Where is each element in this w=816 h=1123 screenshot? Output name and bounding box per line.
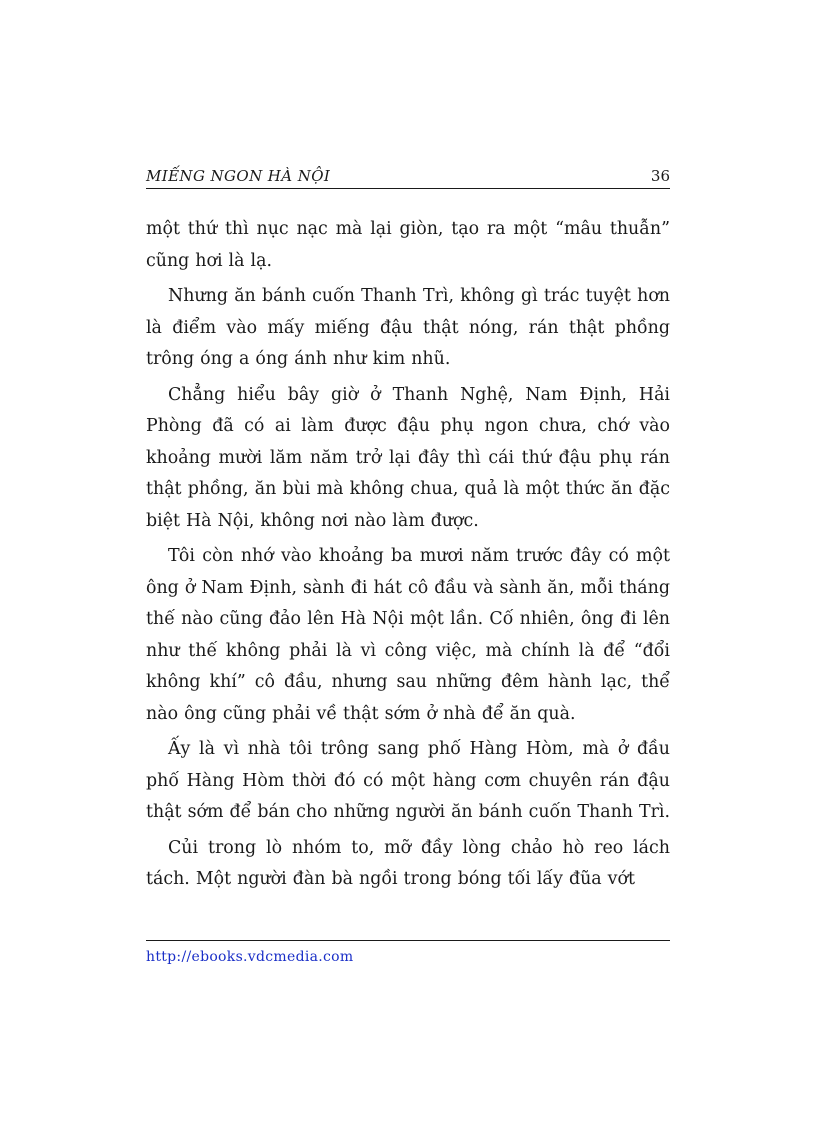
paragraph: Chẳng hiểu bây giờ ở Thanh Nghệ, Nam Định, Hải Phòng đã có ai làm được đậu phụ ngon chưa, chớ vào khoảng mười lăm năm trở lại đây thì cái thứ đậu phụ rán thật phồng, ăn bùi mà không chua, quả là một thức ăn đặc biệt Hà Nội, không nơi nào làm được.: [146, 384, 670, 531]
paragraph: Củi trong lò nhóm to, mỡ đầy lòng chảo hò reo lách tách. Một người đàn bà ngồi trong bóng tối lấy đũa vớt: [146, 837, 670, 889]
paragraph: một thứ thì nục nạc mà lại giòn, tạo ra một “mâu thuẫn” cũng hơi là lạ.: [146, 219, 670, 271]
running-header: [146, 166, 670, 189]
footer-url-link[interactable]: http://ebooks.vdcmedia.com: [146, 949, 354, 965]
paragraph: Tôi còn nhớ vào khoảng ba mươi năm trước đây có một ông ở Nam Định, sành đi hát cô đầu và sành ăn, mỗi tháng thế nào cũng đảo lên Hà Nội một lần. Cố nhiên, ông đi lên như thế không phải là vì công việc, mà chính là để “đổi không khí” cô đầu, nhưng sau những đêm hành lạc, thể nào ông cũng phải về thật sớm ở nhà để ăn quà.: [146, 546, 670, 724]
paragraph: Ấy là vì nhà tôi trông sang phố Hàng Hòm, mà ở đầu phố Hàng Hòm thời đó có một hàng cơm chuyên rán đậu thật sớm để bán cho những người ăn bánh cuốn Thanh Trì.: [146, 739, 671, 822]
page-body: [146, 214, 670, 900]
paragraph: Nhưng ăn bánh cuốn Thanh Trì, không gì trác tuyệt hơn là điểm vào mấy miếng đậu thật nóng, rán thật phồng trông óng a óng ánh như kim nhũ.: [146, 286, 670, 369]
book-title: MIẾNG NGON HÀ NỘI: [146, 167, 331, 185]
page-number: 36: [650, 167, 670, 185]
footer-divider: [146, 940, 670, 941]
